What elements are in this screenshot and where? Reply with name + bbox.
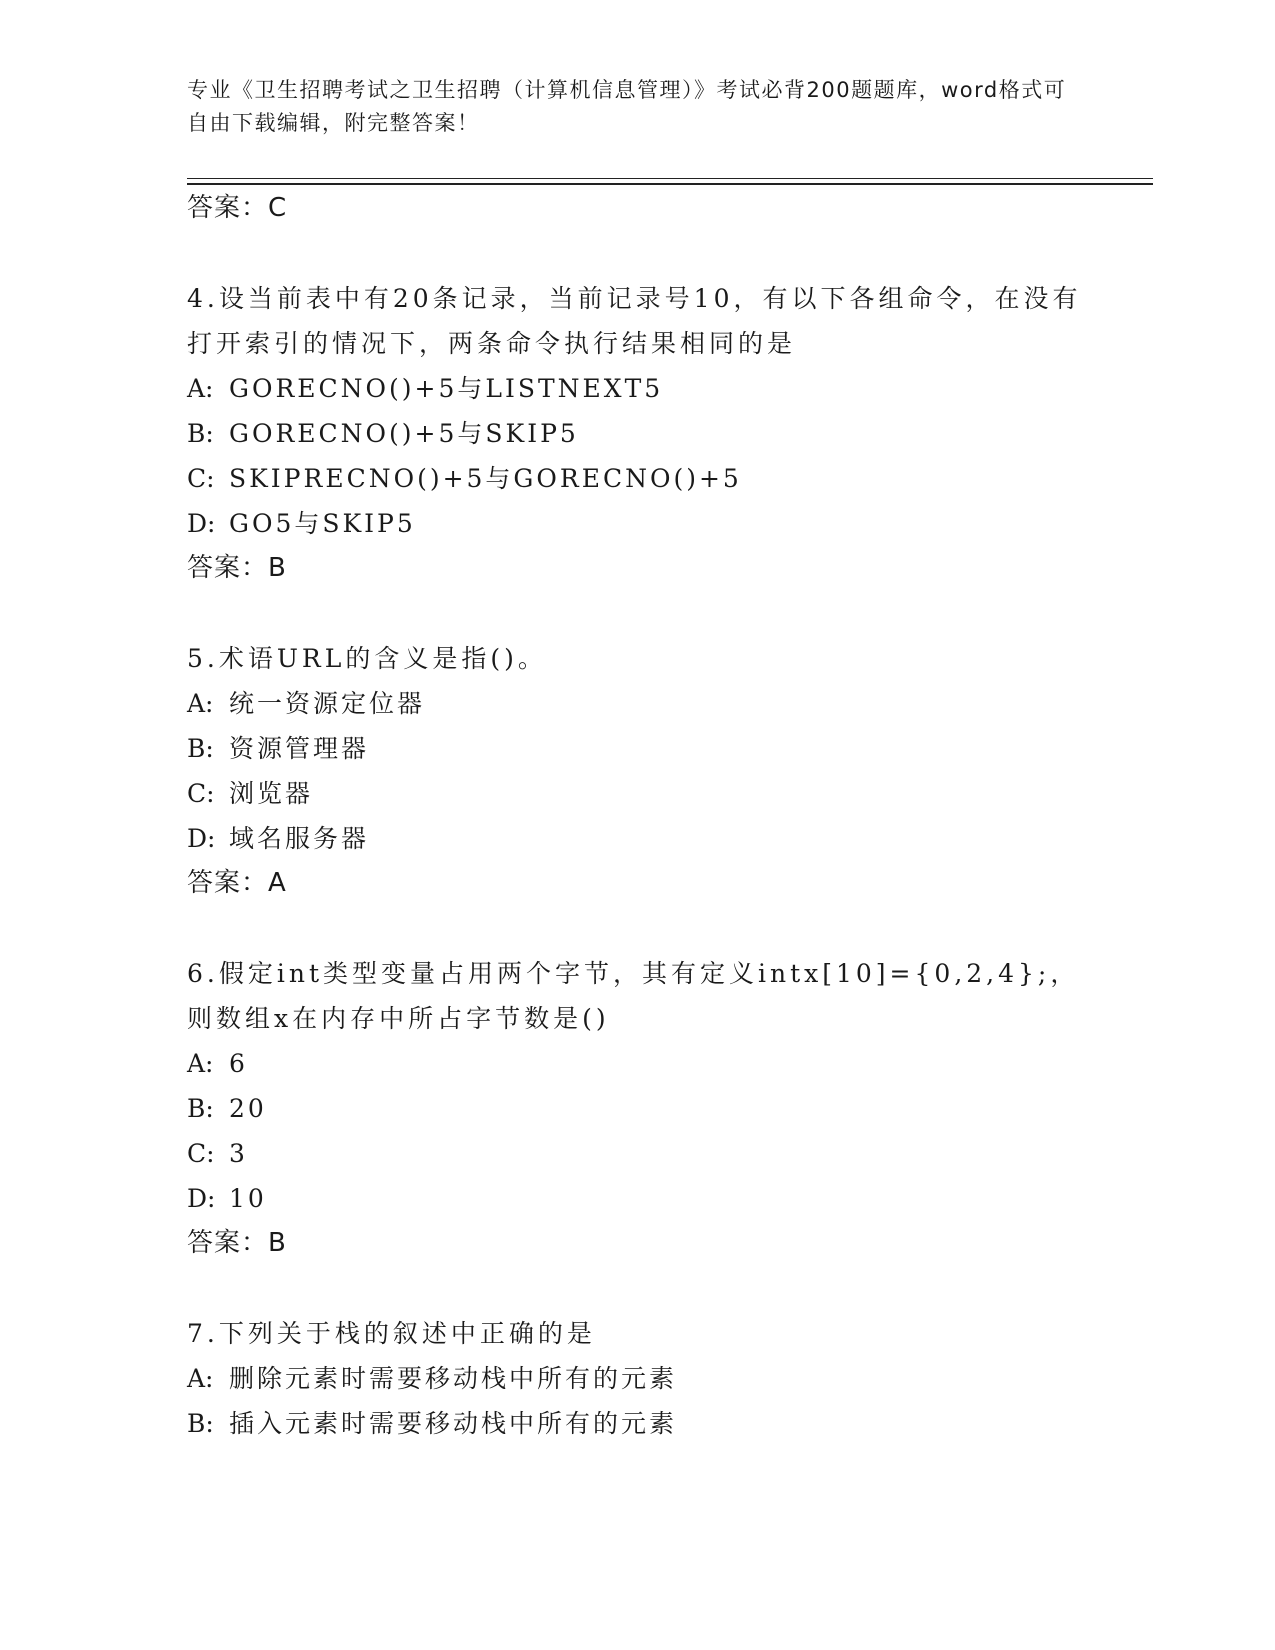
option-key: A:: [187, 689, 214, 718]
question-list: [187, 186, 1087, 1446]
option-text: 删除元素时需要移动栈中所有的元素: [229, 1364, 678, 1393]
answer-line: [187, 186, 1087, 231]
option-key: D:: [187, 824, 216, 853]
option-row: [187, 1401, 1087, 1446]
option-text: 插入元素时需要移动栈中所有的元素: [229, 1409, 678, 1438]
option-row: [187, 681, 1087, 726]
option-row: [187, 771, 1087, 816]
option-row: [187, 1086, 1087, 1131]
option-key: D:: [187, 1184, 216, 1213]
answer-prefix: 答案：: [187, 868, 269, 898]
option-key: B:: [187, 1409, 214, 1438]
question-text: 6.假定int类型变量占用两个字节，其有定义intx[10]={0,2,4};，则数组x在内存中所占字节数是(): [187, 959, 1080, 1033]
option-row: [187, 726, 1087, 771]
option-key: A:: [187, 1049, 214, 1078]
question-text: 7.下列关于栈的叙述中正确的是: [187, 1319, 596, 1348]
question-block: [187, 1311, 1087, 1446]
question-block: [187, 951, 1087, 1266]
answer-line: [187, 1221, 1087, 1266]
answer-value: A: [268, 868, 287, 898]
answer-prefix: 答案：: [187, 1228, 269, 1258]
option-row: [187, 816, 1087, 861]
option-key: C:: [187, 1139, 215, 1168]
option-text: 域名服务器: [229, 824, 370, 853]
answer-value: C: [268, 193, 288, 223]
answer-value: B: [268, 553, 287, 583]
answer-value: B: [268, 1228, 287, 1258]
option-key: A:: [187, 1364, 214, 1393]
option-text: GORECNO()+5与SKIP5: [229, 419, 579, 448]
option-text: 20: [229, 1094, 267, 1123]
option-text: 10: [229, 1184, 267, 1213]
option-row: [187, 1131, 1087, 1176]
question-block: [187, 636, 1087, 906]
option-text: 浏览器: [229, 779, 314, 808]
option-text: 资源管理器: [229, 734, 370, 763]
option-key: B:: [187, 419, 214, 448]
option-key: D:: [187, 509, 216, 538]
option-text: GO5与SKIP5: [229, 509, 416, 538]
option-key: B:: [187, 734, 214, 763]
answer-line: [187, 546, 1087, 591]
question-text: 4.设当前表中有20条记录，当前记录号10，有以下各组命令，在没有打开索引的情况下，两条命令执行结果相同的是: [187, 284, 1082, 358]
answer-prefix: 答案：: [187, 553, 269, 583]
option-row: [187, 366, 1087, 411]
option-key: C:: [187, 779, 215, 808]
document-header: 专业《卫生招聘考试之卫生招聘（计算机信息管理）》考试必背200题题库，word格式可自由下载编辑，附完整答案！: [187, 78, 1067, 135]
option-row: [187, 1356, 1087, 1401]
answer-line: [187, 861, 1087, 906]
option-row: [187, 411, 1087, 456]
option-row: [187, 1176, 1087, 1221]
answer-prefix: 答案：: [187, 193, 269, 223]
option-text: 统一资源定位器: [229, 689, 426, 718]
option-key: B:: [187, 1094, 214, 1123]
option-text: SKIPRECNO()+5与GORECNO()+5: [229, 464, 742, 493]
option-text: 6: [229, 1049, 248, 1078]
question-text: 5.术语URL的含义是指()。: [187, 644, 547, 673]
header-divider-thick: [187, 183, 1153, 185]
option-text: 3: [229, 1139, 248, 1168]
question-block: [187, 276, 1087, 591]
header-divider-thin: [187, 178, 1153, 179]
option-row: [187, 501, 1087, 546]
option-text: GORECNO()+5与LISTNEXT5: [229, 374, 664, 403]
option-row: [187, 456, 1087, 501]
option-key: C:: [187, 464, 215, 493]
option-key: A:: [187, 374, 214, 403]
option-row: [187, 1041, 1087, 1086]
